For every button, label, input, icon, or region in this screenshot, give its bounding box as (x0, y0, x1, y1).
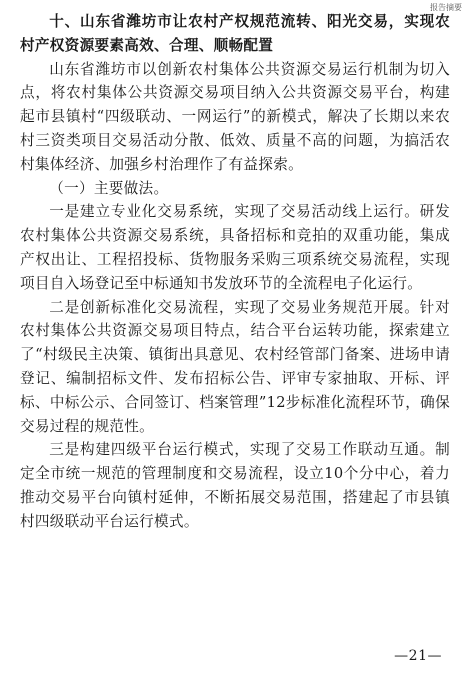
document-body (20, 10, 450, 534)
point-1-paragraph: 一是建立专业化交易系统，实现了交易活动线上运行。研发农村集体公共资源交易系统，具备招标和竞拍的双重功能，集成产权出让、工程招投标、货物服务采购三项系统交易流程，实现项目自入场登记至中标通知书发放环节的全流程电子化运行。 (20, 203, 450, 292)
intro-paragraph: 山东省潍坊市以创新农村集体公共资源交易运行机制为切入点，将农村集体公共资源交易项目纳入公共资源交易平台，构建起市县镇村“四级联动、一网运行”的新模式，解决了长期以来农村三资类项目交易活动分散、低效、质量不高的问题，为搞活农村集体经济、加强乡村治理作了有益探索。 (20, 60, 450, 173)
subheading-main-practices: （一）主要做法。 (49, 179, 169, 197)
corner-mark: 报告摘要 (430, 3, 462, 12)
page-number: —21— (394, 648, 442, 664)
section-title: 十、山东省潍坊市让农村产权规范流转、阳光交易，实现农村产权资源要素高效、合理、顺畅配置 (20, 13, 450, 54)
point-3-paragraph: 三是构建四级平台运行模式，实现了交易工作联动互通。制定全市统一规范的管理制度和交易流程，设立10个分中心，着力推动交易平台向镇村延伸，不断拓展交易范围，搭建起了市县镇村四级联动平台运行模式。 (20, 441, 450, 530)
point-2-paragraph: 二是创新标准化交易流程，实现了交易业务规范开展。针对农村集体公共资源交易项目特点，结合平台运转功能，探索建立了“村级民主决策、镇街出具意见、农村经管部门备案、进场申请登记、编制招标文件、发布招标公告、评审专家抽取、开标、评标、中标公示、合同签订、档案管理”12步标准化流程环节，确保交易过程的规范性。 (20, 298, 450, 435)
